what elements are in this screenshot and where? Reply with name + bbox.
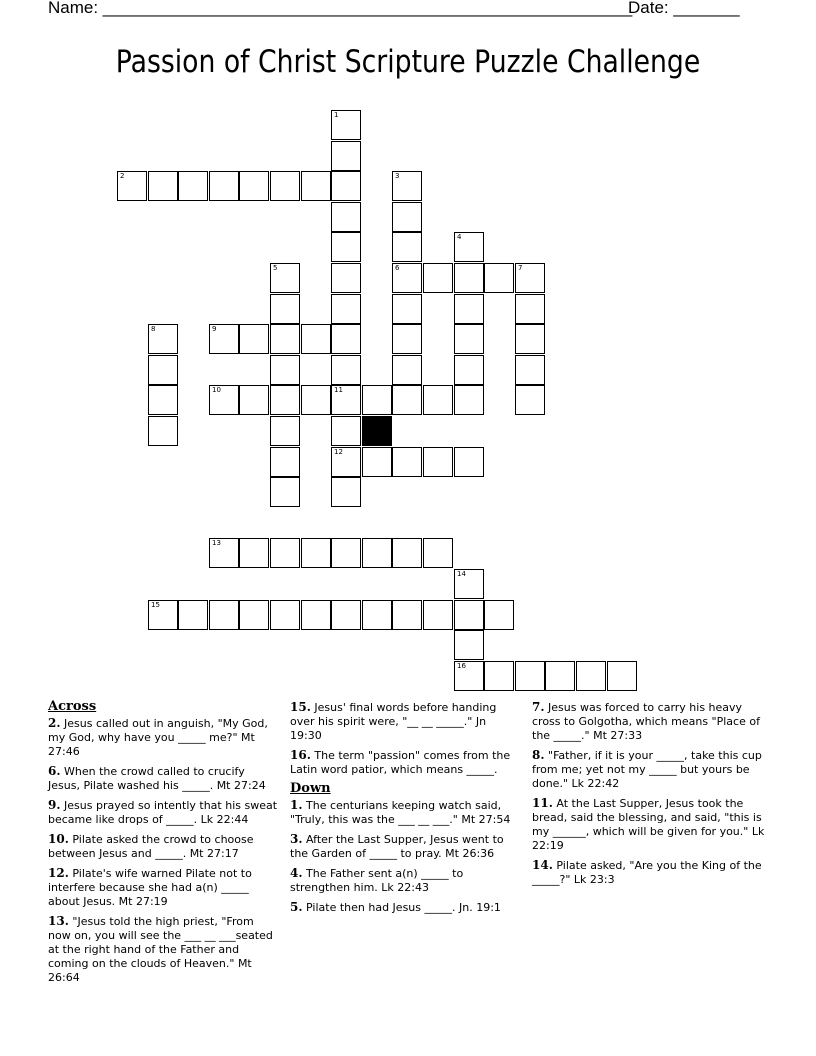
- grid-cell[interactable]: [392, 385, 422, 415]
- clue-text: Pilate's wife warned Pilate not to interfere because she had a(n) _____ about Jesus. Mt 27:19: [48, 867, 252, 908]
- grid-cell[interactable]: [209, 600, 239, 630]
- grid-cell[interactable]: [392, 324, 422, 354]
- cell-number: 8: [151, 325, 156, 333]
- clue-text: At the Last Supper, Jesus took the bread, said the blessing, and said, "this is my ______, which will be given for you." Lk 22:19: [532, 797, 765, 852]
- cell-number: 1: [334, 111, 339, 119]
- grid-cell[interactable]: [423, 447, 453, 477]
- grid-cell[interactable]: [331, 385, 361, 415]
- grid-cell[interactable]: [331, 538, 361, 568]
- cell-number: 4: [457, 233, 462, 241]
- grid-cell[interactable]: [454, 232, 484, 262]
- grid-cell[interactable]: [484, 600, 514, 630]
- grid-cell[interactable]: [515, 263, 545, 293]
- clue-text: The centurians keeping watch said, "Truly, this was the ___ __ ___." Mt 27:54: [290, 799, 511, 826]
- grid-cell[interactable]: [362, 385, 392, 415]
- grid-cell[interactable]: [392, 447, 422, 477]
- grid-cell[interactable]: [331, 477, 361, 507]
- grid-cell[interactable]: [423, 538, 453, 568]
- clue-number: 2.: [48, 716, 61, 730]
- grid-cell[interactable]: [454, 600, 484, 630]
- grid-cell[interactable]: [484, 661, 514, 691]
- grid-cell[interactable]: [392, 202, 422, 232]
- grid-cell[interactable]: [331, 110, 361, 140]
- grid-cell[interactable]: [331, 447, 361, 477]
- grid-cell[interactable]: [392, 232, 422, 262]
- cell-number: 13: [212, 539, 221, 547]
- grid-cell[interactable]: [148, 171, 178, 201]
- grid-cell[interactable]: [423, 385, 453, 415]
- clue-item: [532, 796, 767, 853]
- clue-item: [290, 700, 520, 743]
- cell-number: 10: [212, 386, 221, 394]
- grid-cell[interactable]: [270, 416, 300, 446]
- clue-item: [48, 866, 278, 909]
- clue-text: When the crowd called to crucify Jesus, Pilate washed his _____. Mt 27:24: [48, 765, 266, 792]
- grid-cell[interactable]: [392, 538, 422, 568]
- cell-number: 5: [273, 264, 278, 272]
- grid-cell[interactable]: [545, 661, 575, 691]
- clues-column-1: [48, 700, 278, 990]
- clue-number: 3.: [290, 832, 303, 846]
- grid-cell[interactable]: [178, 600, 208, 630]
- grid-cell[interactable]: [607, 661, 637, 691]
- grid-cell[interactable]: [331, 294, 361, 324]
- grid-cell[interactable]: [331, 171, 361, 201]
- clue-text: The term "passion" comes from the Latin word patior, which means _____.: [290, 749, 511, 776]
- clue-item: [290, 832, 520, 861]
- grid-cell[interactable]: [270, 355, 300, 385]
- clue-item: [532, 700, 767, 743]
- grid-cell[interactable]: [454, 263, 484, 293]
- grid-cell[interactable]: [515, 294, 545, 324]
- clue-number: 8.: [532, 748, 545, 762]
- clue-number: 7.: [532, 700, 545, 714]
- grid-cell[interactable]: [454, 569, 484, 599]
- clue-item: [48, 764, 278, 793]
- grid-cell[interactable]: [148, 324, 178, 354]
- grid-cell[interactable]: [270, 385, 300, 415]
- clue-item: [532, 748, 767, 791]
- grid-cell[interactable]: [270, 538, 300, 568]
- cell-number: 15: [151, 601, 160, 609]
- grid-cell[interactable]: [331, 355, 361, 385]
- clue-text: Jesus' final words before handing over his spirit were, "__ __ _____." Jn 19:30: [290, 701, 497, 742]
- cell-number: 12: [334, 448, 343, 456]
- grid-cell[interactable]: [392, 355, 422, 385]
- grid-cell[interactable]: [209, 538, 239, 568]
- grid-cell[interactable]: [148, 385, 178, 415]
- grid-cell[interactable]: [362, 600, 392, 630]
- clue-item: [290, 748, 520, 777]
- grid-cell[interactable]: [362, 538, 392, 568]
- date-field-label[interactable]: Date: _______: [628, 0, 740, 17]
- clue-number: 11.: [532, 796, 553, 810]
- grid-cell[interactable]: [270, 263, 300, 293]
- clue-text: Pilate asked, "Are you the King of the _____?" Lk 23:3: [532, 859, 762, 886]
- cell-number: 7: [518, 264, 523, 272]
- grid-cell[interactable]: [392, 171, 422, 201]
- cell-number: 3: [395, 172, 400, 180]
- clue-text: "Father, if it is your _____, take this cup from me; yet not my _____ but yours be done." Lk 22:42: [532, 749, 762, 790]
- across-heading: Across: [48, 699, 97, 714]
- clue-number: 14.: [532, 858, 553, 872]
- clue-text: The Father sent a(n) _____ to strengthen him. Lk 22:43: [290, 867, 464, 894]
- clue-number: 15.: [290, 700, 311, 714]
- clues-column-2: [290, 700, 520, 920]
- cell-number: 6: [395, 264, 400, 272]
- clue-number: 12.: [48, 866, 69, 880]
- clue-item: [290, 866, 520, 895]
- clue-text: Jesus called out in anguish, "My God, my God, why have you _____ me?" Mt 27:46: [48, 717, 268, 758]
- clue-text: Jesus was forced to carry his heavy cross to Golgotha, which means "Place of the _____." Mt 27:33: [532, 701, 760, 742]
- clue-number: 10.: [48, 832, 69, 846]
- grid-cell[interactable]: [392, 600, 422, 630]
- clue-text: Pilate asked the crowd to choose between Jesus and _____. Mt 27:17: [48, 833, 254, 860]
- grid-cell[interactable]: [301, 538, 331, 568]
- clue-text: "Jesus told the high priest, "From now on, you will see the ___ __ ___seated at the right hand of the Father and coming on the clouds of Heaven." Mt 26:64: [48, 915, 273, 984]
- cell-number: 16: [457, 662, 466, 670]
- grid-cell[interactable]: [331, 263, 361, 293]
- clue-item: [48, 914, 278, 985]
- grid-cell[interactable]: [178, 171, 208, 201]
- clue-item: [48, 798, 278, 827]
- grid-cell[interactable]: [454, 294, 484, 324]
- grid-cell[interactable]: [331, 600, 361, 630]
- grid-cell[interactable]: [239, 538, 269, 568]
- clue-text: After the Last Supper, Jesus went to the Garden of _____ to pray. Mt 26:36: [290, 833, 504, 860]
- grid-cell[interactable]: [331, 324, 361, 354]
- grid-cell[interactable]: [239, 171, 269, 201]
- grid-cell[interactable]: [515, 324, 545, 354]
- grid-cell[interactable]: [270, 324, 300, 354]
- clue-text: Jesus prayed so intently that his sweat became like drops of _____. Lk 22:44: [48, 799, 278, 826]
- grid-cell[interactable]: [301, 171, 331, 201]
- cell-number: 11: [334, 386, 343, 394]
- grid-cell[interactable]: [576, 661, 606, 691]
- clue-item: [290, 798, 520, 827]
- clue-number: 4.: [290, 866, 303, 880]
- grid-cell[interactable]: [270, 447, 300, 477]
- grid-cell[interactable]: [454, 630, 484, 660]
- grid-cell[interactable]: [331, 232, 361, 262]
- clue-item: [48, 832, 278, 861]
- clue-item: [532, 858, 767, 887]
- grid-cell[interactable]: [392, 263, 422, 293]
- down-heading: Down: [290, 781, 331, 796]
- clue-item: [290, 900, 520, 915]
- grid-cell[interactable]: [454, 447, 484, 477]
- grid-cell[interactable]: [148, 355, 178, 385]
- cell-number: 14: [457, 570, 466, 578]
- grid-cell[interactable]: [423, 600, 453, 630]
- puzzle-title: Passion of Christ Scripture Puzzle Challenge: [115, 44, 701, 80]
- grid-cell[interactable]: [239, 324, 269, 354]
- grid-cell[interactable]: [301, 324, 331, 354]
- clue-item: [48, 716, 278, 759]
- grid-cell[interactable]: [423, 263, 453, 293]
- grid-cell[interactable]: [209, 385, 239, 415]
- grid-cell[interactable]: [331, 416, 361, 446]
- grid-cell[interactable]: [301, 600, 331, 630]
- grid-cell[interactable]: [331, 141, 361, 171]
- grid-cell[interactable]: [209, 324, 239, 354]
- clue-number: 16.: [290, 748, 311, 762]
- grid-cell[interactable]: [270, 171, 300, 201]
- cell-number: 9: [212, 325, 217, 333]
- clues-column-3: [532, 700, 767, 892]
- grid-cell[interactable]: [515, 385, 545, 415]
- grid-cell[interactable]: [301, 385, 331, 415]
- grid-cell[interactable]: [270, 600, 300, 630]
- name-field-label[interactable]: Name: ________________________________________________________: [48, 0, 633, 17]
- grid-cell[interactable]: [454, 385, 484, 415]
- grid-cell[interactable]: [117, 171, 147, 201]
- grid-cell[interactable]: [270, 477, 300, 507]
- clue-number: 13.: [48, 914, 69, 928]
- black-square: [362, 416, 392, 446]
- grid-cell[interactable]: [484, 263, 514, 293]
- cell-number: 2: [120, 172, 125, 180]
- grid-cell[interactable]: [148, 600, 178, 630]
- grid-cell[interactable]: [454, 324, 484, 354]
- grid-cell[interactable]: [270, 294, 300, 324]
- grid-cell[interactable]: [392, 294, 422, 324]
- grid-cell[interactable]: [331, 202, 361, 232]
- grid-cell[interactable]: [515, 661, 545, 691]
- grid-cell[interactable]: [515, 355, 545, 385]
- grid-cell[interactable]: [454, 355, 484, 385]
- grid-cell[interactable]: [454, 661, 484, 691]
- clue-number: 5.: [290, 900, 303, 914]
- grid-cell[interactable]: [209, 171, 239, 201]
- grid-cell[interactable]: [239, 385, 269, 415]
- grid-cell[interactable]: [239, 600, 269, 630]
- clue-text: Pilate then had Jesus _____. Jn. 19:1: [302, 901, 501, 914]
- grid-cell[interactable]: [148, 416, 178, 446]
- clue-number: 6.: [48, 764, 61, 778]
- clue-number: 9.: [48, 798, 61, 812]
- grid-cell[interactable]: [362, 447, 392, 477]
- clue-number: 1.: [290, 798, 303, 812]
